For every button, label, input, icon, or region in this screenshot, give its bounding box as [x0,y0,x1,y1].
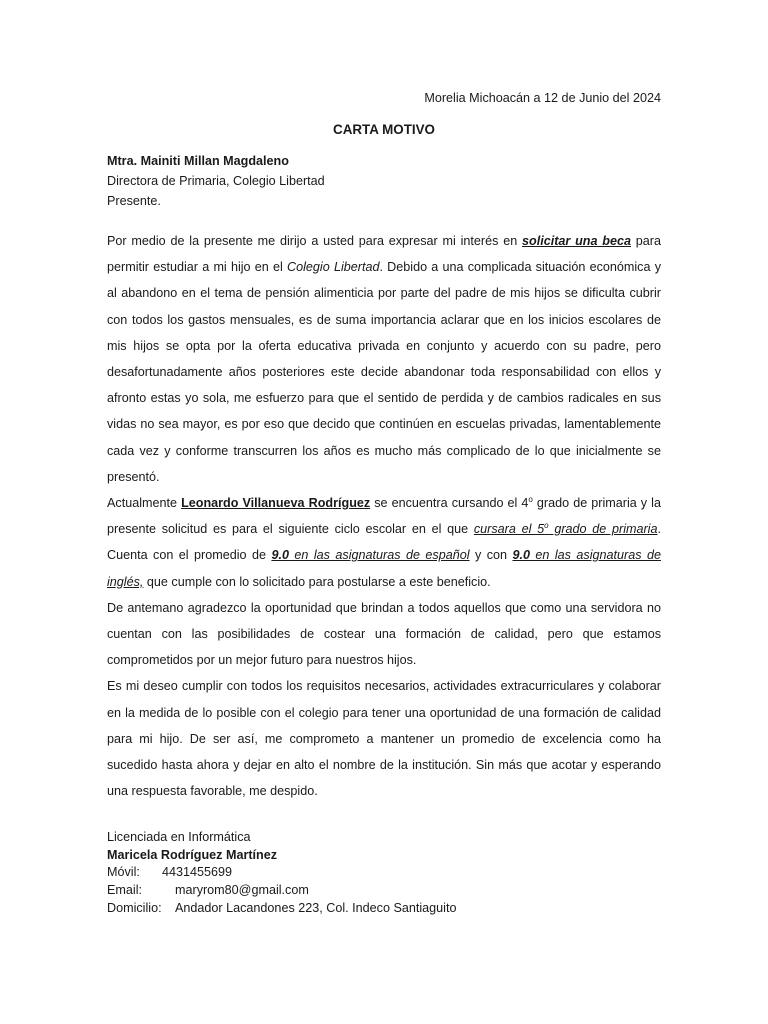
p2-next-grade-a: cursara el 5 [473,522,545,537]
p2-text-1: Actualmente [107,496,182,511]
p2-text-2: se encuentra cursando el 4 [370,496,529,511]
paragraph-3: De antemano agradezco la oportunidad que brindan a todos aquellos que como una servidora no cuentan con las posibilidades de costear una formación de calidad, pero que estamos comprometidos por un mejor futuro para nuestros hijos. [107,600,661,668]
p2-english-grade-number: 9.0 [512,548,530,563]
p2-next-grade-b: grado de primaria [548,522,658,537]
home-address: Andador Lacandones 223, Col. Indeco Santiaguito [175,900,457,915]
p2-text-4: . Cuenta con el promedio de [107,522,661,563]
p1-text-2: para permitir estudiar a mi hijo en el [107,234,661,275]
addressee-block [107,151,661,211]
addressee-name: Mtra. Mainiti Millan Magdaleno [107,154,289,168]
p2-ordinal-2: o [544,521,549,531]
email-address: maryrom80@gmail.com [175,883,309,898]
signature-block [107,829,661,918]
addressee-position: Directora de Primaria, Colegio Libertad [107,174,325,188]
p2-next-grade [474,522,658,536]
signature-name: Maricela Rodríguez Martínez [107,847,278,862]
p2-spanish-grade-number: 9.0 [271,548,289,563]
signature-mobile-row [107,864,661,882]
letter-page [107,0,661,1024]
mobile-label: Móvil: [107,865,140,880]
email-label: Email: [107,883,142,898]
p2-spanish-grade-text: en las asignaturas de español [288,548,470,563]
mobile-number: 4431455699 [162,865,233,880]
p1-scholarship-emphasis: solicitar una beca [522,234,631,248]
addressee-greeting: Presente. [107,194,161,208]
date-line: Morelia Michoacán a 12 de Junio del 2024 [424,91,661,105]
p1-text-1: Por medio de la presente me dirijo a usted para expresar mi interés en [107,234,523,248]
p2-student-name: Leonardo Villanueva Rodríguez [181,496,371,511]
p2-text-3: grado de primaria y la presente solicitud es para el siguiente ciclo escolar en el que [107,496,661,537]
p2-english-grade-text: en las asignaturas de inglés, [107,548,661,589]
signature-email-row [107,882,661,900]
p2-text-6: que cumple con lo solicitado para postularse a este beneficio. [143,574,491,589]
p2-spanish-grade [271,548,469,562]
signature-degree: Licenciada en Informática [107,830,251,844]
paragraph-1 [107,228,661,490]
letter-title: CARTA MOTIVO [333,122,435,137]
p1-text-3: . Debido a una complicada situación económica y al abandono en el tema de pensión alimenticia por parte del padre de mis hijos se dificulta cubrir con todos los gastos mensuales, es de suma importancia aclarar que en los inicios escolares de mis hijos se opta por la oferta educativa privada en conjunto y acuerdo con su padre, pero desafortunadamente años posteriores este decide abandonar toda responsabilidad con ellos y afronto estas yo sola, me esfuerzo para que el sentido de perdida y de cambios radicales en sus vidas no sea mayor, es por eso que decido que continúen en escuelas privadas, lamentablemente cada vez y conforme transcurren los años es mucho más complicado de lo que inicialmente se presentó. [107,260,661,484]
signature-address-row [107,900,661,918]
p2-ordinal-1: o [528,495,533,505]
p1-school-name: Colegio Libertad [287,260,380,275]
paragraph-2 [107,490,661,595]
paragraph-4: Es mi deseo cumplir con todos los requisitos necesarios, actividades extracurriculares y colaborar en la medida de lo posible con el colegio para tener una oportunidad de una formación de calidad para mi hijo. De ser así, me comprometo a mantener un promedio de excelencia como ha sucedido hasta ahora y dejar en alto el nombre de la institución. Sin más que acotar y esperando una respuesta favorable, me despido. [107,679,661,799]
letter-body [107,228,661,804]
address-label: Domicilio: [107,900,162,915]
p2-text-5: y con [469,548,513,563]
